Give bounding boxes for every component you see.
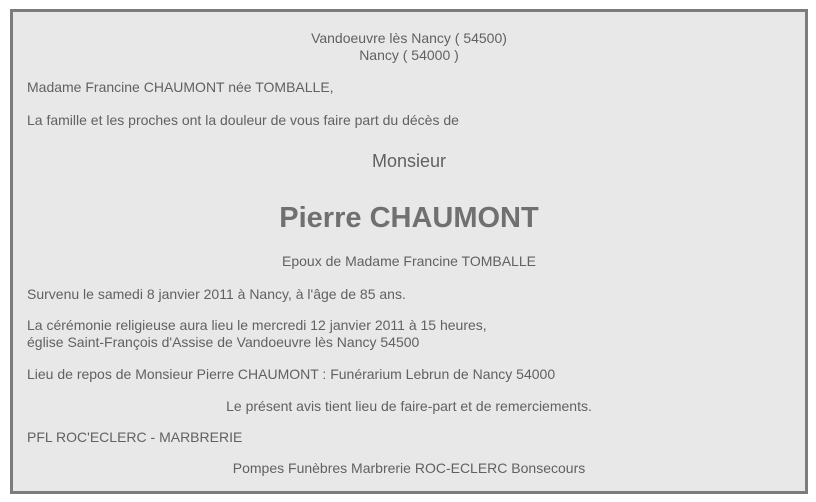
ceremony-line: La cérémonie religieuse aura lieu le mercredi 12 janvier 2011 à 15 heures, bbox=[27, 317, 487, 333]
resting-place: Lieu de repos de Monsieur Pierre CHAUMONT : Funérarium Lebrun de Nancy 54000 bbox=[27, 366, 556, 382]
deceased-name: Pierre CHAUMONT bbox=[279, 202, 539, 234]
spouse-line: Epoux de Madame Francine TOMBALLE bbox=[282, 253, 536, 269]
provider-full-name: Pompes Funèbres Marbrerie ROC-ECLERC Bonsecours bbox=[232, 460, 586, 476]
honorific: Monsieur bbox=[371, 151, 447, 171]
ceremony-line: église Saint-François d'Assise de Vandoeuvre lès Nancy 54500 bbox=[27, 334, 420, 350]
ceremony-info bbox=[13, 317, 805, 351]
announcement-text: La famille et les proches ont la douleur de vous faire part du décès de bbox=[27, 112, 459, 128]
location-secondary: Nancy ( 54000 ) bbox=[359, 47, 459, 63]
widow-line: Madame Francine CHAUMONT née TOMBALLE, bbox=[27, 79, 334, 95]
card-notice: Le présent avis tient lieu de faire-part et de remerciements. bbox=[226, 398, 592, 414]
location-primary: Vandoeuvre lès Nancy ( 54500) bbox=[311, 30, 507, 46]
obituary-notice bbox=[10, 9, 808, 494]
provider-name: PFL ROC'ECLERC - MARBRERIE bbox=[27, 429, 243, 445]
death-info: Survenu le samedi 8 janvier 2011 à Nancy, à l'âge de 85 ans. bbox=[27, 286, 406, 302]
